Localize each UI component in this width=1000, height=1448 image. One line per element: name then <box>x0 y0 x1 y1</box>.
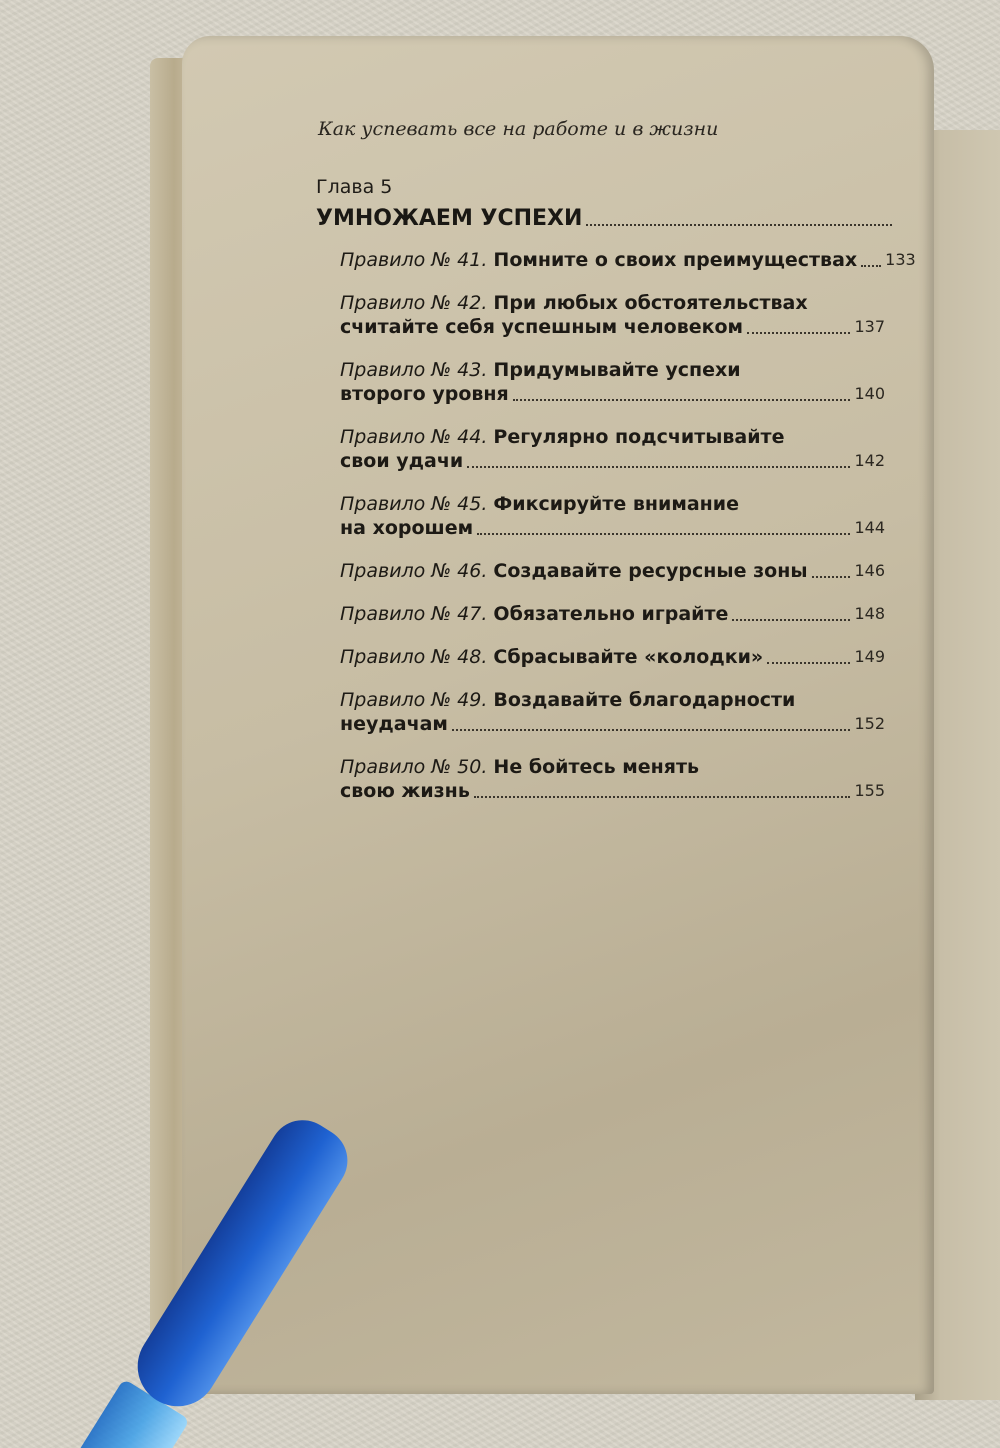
rule-number: Правило № 45. <box>340 493 488 515</box>
page-number: 146 <box>854 561 885 580</box>
rule-title-continued: считайте себя успешным человеком <box>340 316 744 338</box>
leader-dots <box>586 224 892 226</box>
rule-title-continued: свою жизнь <box>340 780 470 802</box>
rule-number: Правило № 42. <box>340 292 488 314</box>
leader-dots <box>861 265 881 267</box>
rule-title: Воздавайте благодарности <box>493 689 796 711</box>
rule-title: При любых обстоятельствах <box>493 292 808 314</box>
running-head: Как успевать все на работе и в жизни <box>318 118 719 140</box>
rule-number: Правило № 46. <box>340 560 488 582</box>
rule-title: Не бойтесь менять <box>493 756 700 778</box>
leader-dots <box>747 332 850 334</box>
toc-entry-49 <box>340 688 925 736</box>
rule-number: Правило № 44. <box>340 426 488 448</box>
toc-entry-47 <box>340 602 925 626</box>
rule-title: Регулярно подсчитывайте <box>493 426 785 448</box>
page-number: 149 <box>854 647 885 666</box>
leader-dots <box>732 619 850 621</box>
toc-entry-42 <box>340 291 925 339</box>
rule-number: Правило № 50. <box>340 756 488 778</box>
rule-title: Сбрасывайте «колодки» <box>493 646 764 668</box>
page-number: 144 <box>854 518 885 537</box>
rule-number: Правило № 49. <box>340 689 488 711</box>
table-of-contents <box>340 248 925 822</box>
toc-entry-41 <box>340 248 925 272</box>
leader-dots <box>467 466 850 468</box>
page-number: 142 <box>854 451 885 470</box>
chapter-title-row <box>316 206 896 231</box>
page-number: 133 <box>885 250 916 269</box>
rule-title: Обязательно играйте <box>493 603 729 625</box>
toc-entry-45 <box>340 492 925 540</box>
leader-dots <box>812 576 851 578</box>
rule-title-continued: неудачам <box>340 713 448 735</box>
toc-entry-44 <box>340 425 925 473</box>
leader-dots <box>477 533 850 535</box>
toc-entry-43 <box>340 358 925 406</box>
page-number: 140 <box>854 384 885 403</box>
page-number: 155 <box>854 781 885 800</box>
rule-number: Правило № 48. <box>340 646 488 668</box>
page-number: 148 <box>854 604 885 623</box>
rule-number: Правило № 47. <box>340 603 488 625</box>
rule-title: Фиксируйте внимание <box>493 493 740 515</box>
rule-title-continued: свои удачи <box>340 450 464 472</box>
leader-dots <box>513 399 851 401</box>
toc-entry-46 <box>340 559 925 583</box>
rule-title: Помните о своих преимуществах <box>493 249 858 271</box>
leader-dots <box>767 662 850 664</box>
rule-title-continued: второго уровня <box>340 383 509 405</box>
chapter-title: УМНОЖАЕМ УСПЕХИ <box>316 206 583 231</box>
rule-number: Правило № 41. <box>340 249 488 271</box>
toc-entry-50 <box>340 755 925 803</box>
toc-entry-48 <box>340 645 925 669</box>
rule-number: Правило № 43. <box>340 359 488 381</box>
rule-title: Придумывайте успехи <box>493 359 741 381</box>
leader-dots <box>474 796 851 798</box>
page-number: 152 <box>854 714 885 733</box>
rule-title-continued: на хорошем <box>340 517 474 539</box>
rule-title: Создавайте ресурсные зоны <box>493 560 808 582</box>
chapter-label: Глава 5 <box>316 176 393 198</box>
leader-dots <box>452 729 850 731</box>
page-number: 137 <box>854 317 885 336</box>
